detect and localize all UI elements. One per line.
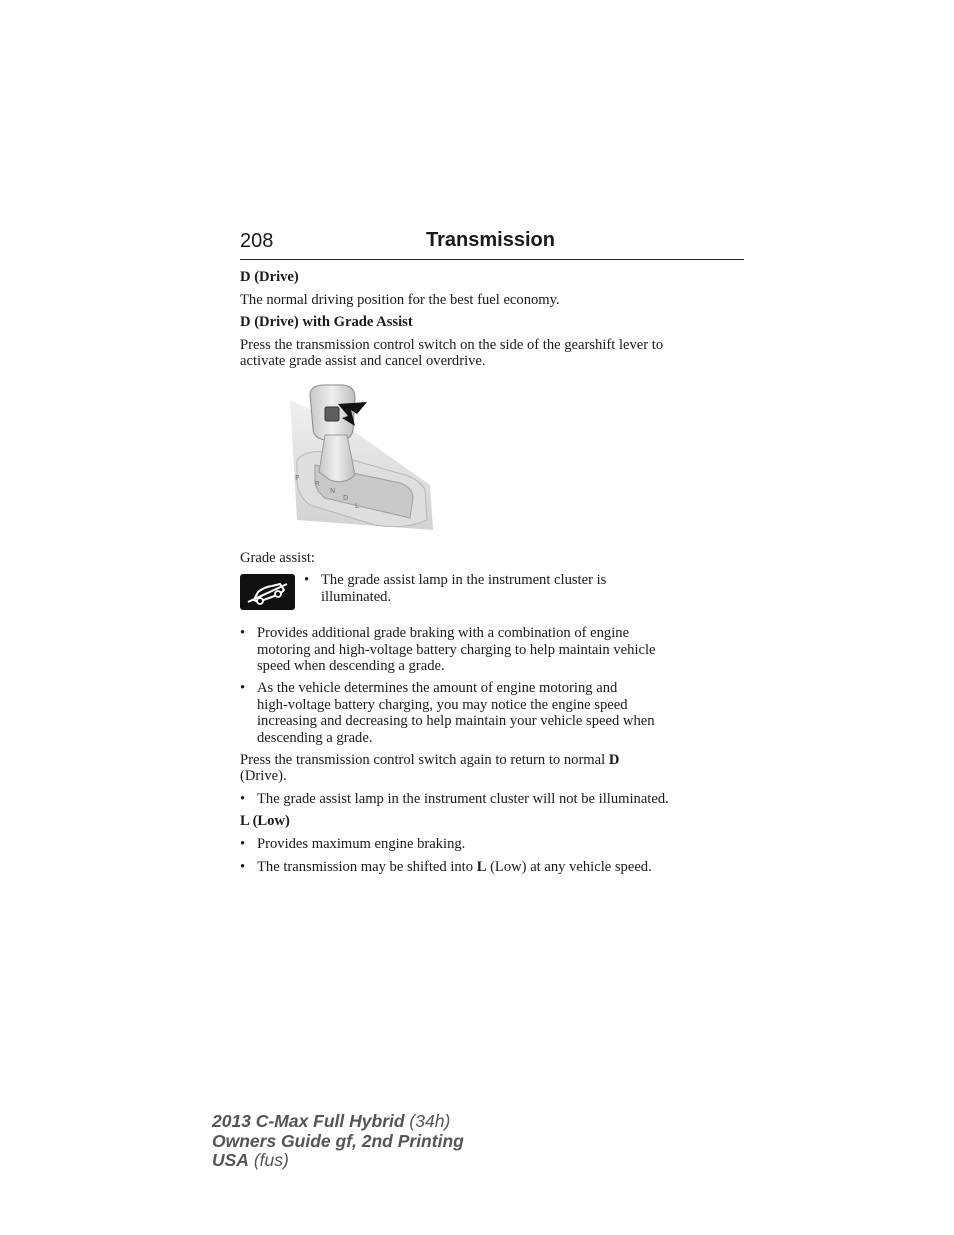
list-item: • The transmission may be shifted into L (Low) at any vehicle speed. (240, 859, 652, 875)
page-header (240, 228, 744, 260)
bullet-icon: • (240, 791, 246, 807)
grade-assist-icon (240, 574, 295, 610)
grade-text-line-1: Press the transmission control switch on the side of the gearshift lever to (240, 337, 664, 353)
grade-assist-label: Grade assist: (240, 550, 315, 566)
bullet-icon: • (240, 625, 246, 641)
list-item: • The grade assist lamp in the instrument cluster is illuminated. (304, 572, 607, 605)
bullet-icon: • (304, 572, 310, 588)
bullet-icon: • (240, 859, 246, 875)
list-item: • Provides maximum engine braking. (240, 836, 466, 852)
gear-letter-d: D (343, 494, 349, 502)
gear-letter-l: L (355, 502, 359, 510)
bullet-icon: • (240, 680, 246, 696)
document-footer (212, 1112, 464, 1171)
footer-line-2: Owners Guide gf, 2nd Printing (212, 1130, 464, 1151)
gearshift-lever-illustration (285, 380, 435, 535)
bullet-icon: • (240, 836, 246, 852)
gear-letter-n: N (330, 487, 336, 495)
list-item: • As the vehicle determines the amount of engine motoring and high-voltage battery charging, you may notice the engine speed increasing and decreasing to help maintain your vehicle speed when descending a grade. (240, 680, 655, 746)
drive-heading: D (Drive) (240, 269, 299, 285)
low-heading: L (Low) (240, 813, 290, 829)
list-item: • Provides additional grade braking with a combination of engine motoring and high-voltage battery charging to help maintain vehicle speed when descending a grade. (240, 625, 656, 674)
page-number: 208 (240, 230, 274, 252)
footer-line-1: 2013 C-Max Full Hybrid (34h) (212, 1111, 451, 1131)
grade-text-line-2: activate grade assist and cancel overdrive. (240, 353, 486, 369)
drive-text: The normal driving position for the best fuel economy. (240, 292, 560, 308)
list-item: • The grade assist lamp in the instrument cluster will not be illuminated. (240, 791, 669, 807)
gear-letter-r: R (315, 480, 320, 488)
footer-line-3: USA (fus) (212, 1150, 289, 1170)
grade-assist-heading: D (Drive) with Grade Assist (240, 314, 413, 330)
return-text-line-1: Press the transmission control switch again to return to normal D (240, 752, 620, 768)
return-text-line-2: (Drive). (240, 768, 287, 784)
gear-letter-p: P (295, 474, 300, 482)
chapter-title: Transmission (426, 229, 555, 251)
